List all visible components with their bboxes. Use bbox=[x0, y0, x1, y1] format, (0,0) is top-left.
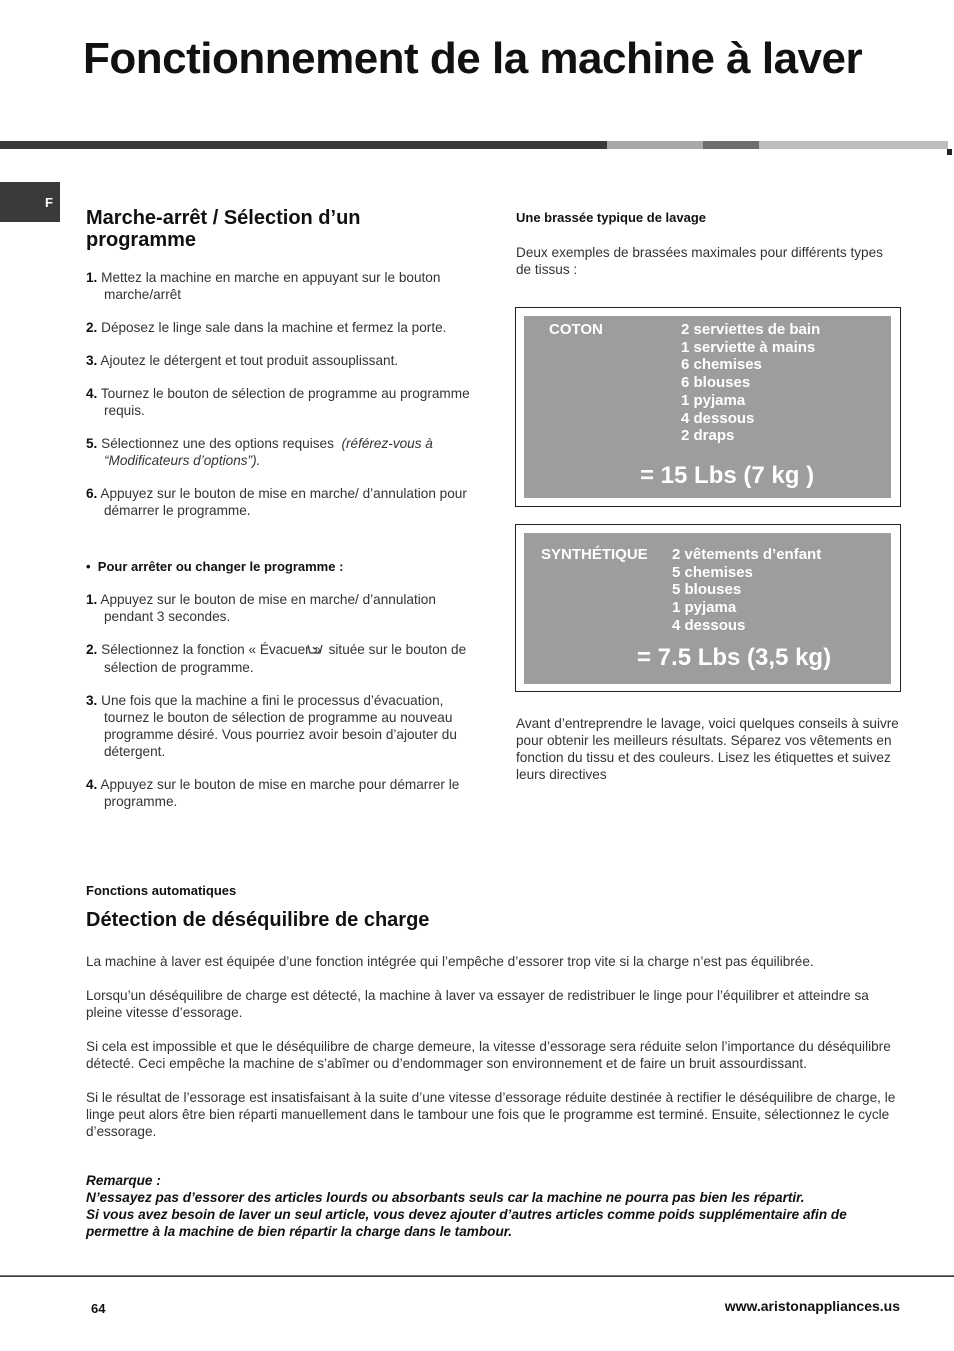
list-item: 2. Sélectionnez la fonction « Évacuer » située sur le bouton de sélection de programme. bbox=[86, 642, 467, 675]
list-item: 4. Appuyez sur le bouton de mise en marche pour démarrer le programme. bbox=[86, 776, 460, 809]
page-title: Fonctionnement de la machine à laver bbox=[83, 34, 863, 83]
load-items: 2 vêtements d’enfant 5 chemises 5 blouses 1 pyjama 4 dessous bbox=[672, 546, 822, 634]
website-link[interactable]: www.aristonappliances.us bbox=[724, 1298, 900, 1314]
footer-rule-accent bbox=[0, 1275, 954, 1277]
header-bar-light bbox=[607, 141, 703, 149]
stop-steps bbox=[86, 591, 486, 810]
load-box-cotton-fill bbox=[524, 316, 891, 498]
load-label: SYNTHÉTIQUE bbox=[541, 546, 648, 563]
advice-paragraph: Avant d’entreprendre le lavage, voici quelques conseils à suivre pour obtenir les meilleurs résultats. Séparez vos vêtements en fonction du tissu et des couleurs. Lisez les étiquettes et suivez leurs directives bbox=[516, 716, 899, 782]
header-bar-lighter bbox=[759, 141, 948, 149]
wash-load-heading: Une brassée typique de lavage bbox=[516, 210, 707, 225]
list-item: 3. Ajoutez le détergent et tout produit assouplissant. bbox=[86, 353, 399, 368]
stop-heading: • Pour arrêter ou changer le programme : bbox=[86, 559, 344, 574]
header-bar-mid bbox=[703, 141, 759, 149]
paragraph: Si cela est impossible et que le déséquilibre de charge demeure, la vitesse d’essorage sera réduite selon l’importance du déséquilibre détecté. Ceci empêche la machine de s’abîmer ou d’endommager son environnement et de faire un bruit assourdissant. bbox=[86, 1039, 891, 1071]
remark-title: Remarque : bbox=[86, 1173, 161, 1188]
load-total: = 7.5 Lbs (3,5 kg) bbox=[637, 644, 832, 671]
language-tab-label: F bbox=[45, 194, 53, 210]
auto-functions-subheading: Fonctions automatiques bbox=[86, 883, 237, 898]
left-column bbox=[86, 207, 486, 826]
list-item: 4. Tournez le bouton de sélection de programme au programme requis. bbox=[86, 386, 470, 418]
header-bar-mark bbox=[947, 149, 952, 155]
list-item: 6. Appuyez sur le bouton de mise en marche/ d’annulation pour démarrer le programme. bbox=[86, 486, 467, 518]
remark-line: N’essayez pas d’essorer des articles lourds ou absorbants seuls car la machine ne pourra pas bien les répartir. bbox=[86, 1190, 805, 1205]
paragraph: Lorsqu’un déséquilibre de charge est détecté, la machine à laver va essayer de redistribuer le linge pour l’équilibrer et atteindre sa pleine vitesse d’essorage. bbox=[86, 988, 869, 1020]
load-label: COTON bbox=[549, 321, 603, 338]
paragraph: Si le résultat de l’essorage est insatisfaisant à la suite d’une vitesse d’essorage réduite destinée à rectifier le déséquilibre de charge, le linge peut alors être bien réparti manuellement dans le tambour une fois que le programme est terminé. Ensuite, sélectionnez le cycle d’essorage. bbox=[86, 1090, 896, 1139]
imbalance-text bbox=[86, 953, 900, 1157]
page-number: 64 bbox=[91, 1301, 106, 1316]
remark-line: Si vous avez besoin de laver un seul article, vous devez ajouter d’autres articles comme poids supplémentaire afin de permettre à la machine de bien répartir la charge dans le tambour. bbox=[86, 1207, 847, 1239]
wash-load-intro: Deux exemples de brassées maximales pour différents types de tissus : bbox=[516, 245, 883, 277]
load-total: = 15 Lbs (7 kg ) bbox=[640, 462, 815, 489]
load-items: 2 serviettes de bain 1 serviette à mains 6 chemises 6 blouses 1 pyjama 4 dessous 2 draps bbox=[681, 321, 821, 445]
list-item: 2. Déposez le linge sale dans la machine et fermez la porte. bbox=[86, 320, 447, 335]
list-item: 1. Mettez la machine en marche en appuyant sur le bouton marche/arrêt bbox=[86, 270, 441, 302]
paragraph: La machine à laver est équipée d’une fonction intégrée qui l’empêche d’essorer trop vite si la charge n’est pas équilibrée. bbox=[86, 954, 814, 969]
program-steps bbox=[86, 269, 486, 519]
header-bar-dark bbox=[0, 141, 607, 149]
list-item: 1. Appuyez sur le bouton de mise en marche/ d’annulation pendant 3 secondes. bbox=[86, 592, 436, 624]
option-note: (référez-vous à “Modificateurs d’options”). bbox=[104, 436, 433, 468]
list-item: 3. Une fois que la machine a fini le processus d’évacuation, tournez le bouton de sélection de programme au nouveau programme désiré. Vous pourriez avoir besoin d’ajouter du détergent. bbox=[86, 692, 457, 759]
remark-block bbox=[86, 1172, 900, 1240]
bullet: • bbox=[86, 559, 98, 574]
load-box-synthetic-fill bbox=[524, 533, 891, 684]
section-heading-program: Marche-arrêt / Sélection d’un programme bbox=[86, 207, 361, 251]
language-tab bbox=[0, 182, 60, 222]
imbalance-heading: Détection de déséquilibre de charge bbox=[86, 909, 430, 931]
list-item: 5. Sélectionnez une des options requises (référez-vous à “Modificateurs d’options”). bbox=[86, 436, 433, 468]
